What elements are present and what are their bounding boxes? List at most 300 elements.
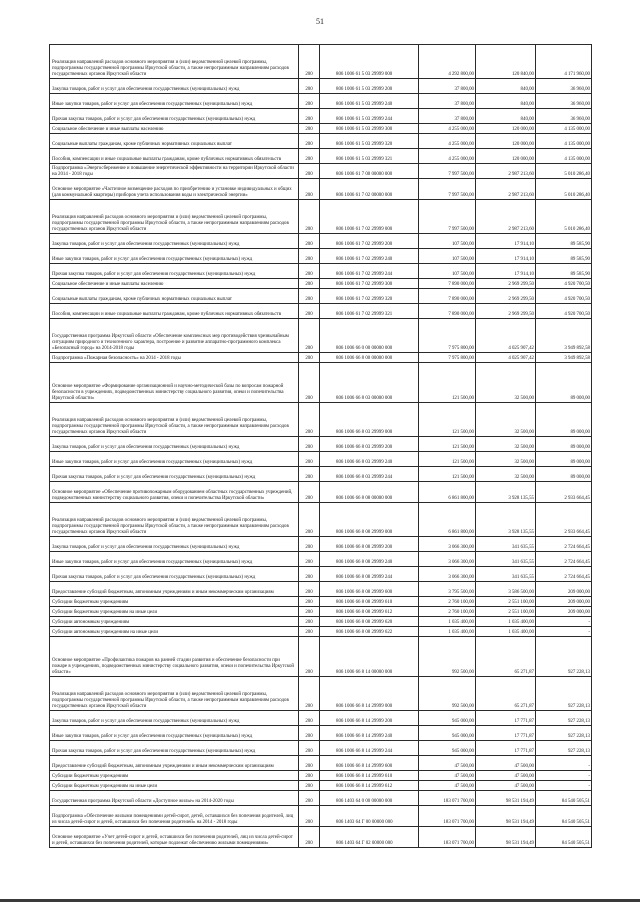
table-row xyxy=(50,677,592,711)
row-budget-classification-code: 806 1006 61 5 03 29999 300 xyxy=(320,124,419,134)
row-unexecuted-amount: 89 000,00 xyxy=(536,467,592,482)
row-approved-amount: 992 500,00 xyxy=(419,637,476,677)
table-row xyxy=(50,552,592,567)
row-budget-classification-code: 806 1006 61 5 03 29999 320 xyxy=(320,134,419,149)
row-executed-amount: 3 928 135,55 xyxy=(476,482,536,503)
row-approved-amount: 47 500,00 xyxy=(419,771,476,781)
row-description: Закупка товаров, работ и услуг для обеспечения государственных (муниципальных) нужд xyxy=(50,79,299,94)
row-executed-amount: 98 531 194,49 xyxy=(476,827,536,848)
row-unexecuted-amount: 89 585,90 xyxy=(536,249,592,264)
row-code: 200 xyxy=(299,726,320,741)
row-code: 200 xyxy=(299,756,320,771)
row-unexecuted-amount: 927 228,13 xyxy=(536,741,592,756)
table-row xyxy=(50,403,592,437)
table-row xyxy=(50,109,592,124)
row-executed-amount: 2 969 299,50 xyxy=(476,279,536,289)
table-row xyxy=(50,617,592,627)
row-code: 200 xyxy=(299,124,320,134)
row-approved-amount: 7 997 500,00 xyxy=(419,200,476,234)
row-code: 200 xyxy=(299,437,320,452)
row-unexecuted-amount: - xyxy=(536,627,592,637)
row-approved-amount: 945 000,00 xyxy=(419,726,476,741)
row-unexecuted-amount: 209 000,00 xyxy=(536,607,592,617)
table-row xyxy=(50,304,592,319)
row-executed-amount: 120 840,00 xyxy=(476,45,536,79)
row-budget-classification-code: 806 1006 66 8 08 29999 622 xyxy=(320,627,419,637)
row-unexecuted-amount: - xyxy=(536,771,592,781)
row-budget-classification-code: 806 1006 66 8 08 29999 200 xyxy=(320,537,419,552)
row-approved-amount: 47 500,00 xyxy=(419,756,476,771)
table-row xyxy=(50,597,592,607)
row-budget-classification-code: 806 1006 66 8 03 00000 000 xyxy=(320,363,419,403)
row-budget-classification-code: 806 1006 66 8 08 00000 000 xyxy=(320,482,419,503)
row-description: Реализация направлений расходов основного мероприятия и (или) ведомственной целевой программы, подпрограммы государственной программы Иркутской области, а также непрограммным направлениям расходов государственных органов Иркутской области xyxy=(50,200,299,234)
row-executed-amount: 32 500,00 xyxy=(476,467,536,482)
row-executed-amount: 1 035 400,00 xyxy=(476,627,536,637)
row-description: Прочая закупка товаров, работ и услуг для обеспечения государственных (муниципальных) нужд xyxy=(50,264,299,279)
row-unexecuted-amount: - xyxy=(536,781,592,791)
row-unexecuted-amount: 89 000,00 xyxy=(536,437,592,452)
row-budget-classification-code: 806 1006 66 8 03 29999 200 xyxy=(320,437,419,452)
row-executed-amount: 32 500,00 xyxy=(476,403,536,437)
row-code: 200 xyxy=(299,164,320,179)
row-executed-amount: 4 025 907,42 xyxy=(476,353,536,363)
row-executed-amount: 65 271,87 xyxy=(476,677,536,711)
row-unexecuted-amount: 89 585,90 xyxy=(536,264,592,279)
row-approved-amount: 945 000,00 xyxy=(419,711,476,726)
row-budget-classification-code: 806 1006 66 8 08 29999 612 xyxy=(320,607,419,617)
budget-execution-table xyxy=(49,44,592,848)
row-code: 200 xyxy=(299,134,320,149)
table-row xyxy=(50,503,592,537)
row-code: 200 xyxy=(299,353,320,363)
row-executed-amount: 341 635,55 xyxy=(476,552,536,567)
row-approved-amount: 2 760 100,00 xyxy=(419,597,476,607)
row-unexecuted-amount: 4 171 960,00 xyxy=(536,45,592,79)
row-approved-amount: 6 861 800,00 xyxy=(419,482,476,503)
row-executed-amount: 120 000,00 xyxy=(476,134,536,149)
row-description: Реализация направлений расходов основного мероприятия и (или) ведомственной целевой программы, подпрограммы государственной программы Иркутской области, а также непрограммным направлениям расходов государственных органов Иркутской области xyxy=(50,677,299,711)
row-code: 200 xyxy=(299,537,320,552)
row-executed-amount: 17 914,10 xyxy=(476,234,536,249)
table-row xyxy=(50,200,592,234)
row-code: 200 xyxy=(299,179,320,200)
table-row xyxy=(50,537,592,552)
row-approved-amount: 121 500,00 xyxy=(419,452,476,467)
row-description: Иные закупки товаров, работ и услуг для обеспечения государственных (муниципальных) нужд xyxy=(50,726,299,741)
row-approved-amount: 945 000,00 xyxy=(419,741,476,756)
row-approved-amount: 121 500,00 xyxy=(419,437,476,452)
row-unexecuted-amount: 5 010 286,40 xyxy=(536,164,592,179)
row-description: Пособия, компенсации и иные социальные выплаты гражданам, кроме публичных нормативных обязательств xyxy=(50,304,299,319)
row-budget-classification-code: 806 1006 61 5 03 29999 321 xyxy=(320,149,419,164)
row-approved-amount: 121 500,00 xyxy=(419,467,476,482)
row-description: Основное мероприятие «Учет детей-сирот и детей, оставшихся без попечения родителей, лиц из числа детей-сирот и детей, оставшихся без попечения родителей, которые подлежат обеспечению жилыми помещениями» xyxy=(50,827,299,848)
row-approved-amount: 1 035 400,00 xyxy=(419,617,476,627)
row-unexecuted-amount: 5 010 286,40 xyxy=(536,179,592,200)
row-approved-amount: 183 071 700,00 xyxy=(419,827,476,848)
row-unexecuted-amount: 4 135 000,00 xyxy=(536,134,592,149)
row-description: Субсидии бюджетным учреждениям xyxy=(50,771,299,781)
row-budget-classification-code: 806 1006 66 8 14 29999 244 xyxy=(320,741,419,756)
row-code: 200 xyxy=(299,304,320,319)
table-row xyxy=(50,627,592,637)
row-approved-amount: 121 500,00 xyxy=(419,403,476,437)
row-description: Основное мероприятие «Частичное возмещение расходов по приобретению и установке индивидуальных и общих (для коммунальной квартиры) приборов учета использования воды и электрической энергии» xyxy=(50,179,299,200)
row-budget-classification-code: 806 1006 66 8 00 00000 000 xyxy=(320,353,419,363)
row-approved-amount: 6 861 800,00 xyxy=(419,503,476,537)
row-unexecuted-amount: 4 920 700,50 xyxy=(536,289,592,304)
row-description: Субсидии бюджетным учреждениям на иные цели xyxy=(50,781,299,791)
row-budget-classification-code: 806 1006 66 8 14 29999 610 xyxy=(320,771,419,781)
table-row xyxy=(50,264,592,279)
table-row xyxy=(50,781,592,791)
row-approved-amount: 37 800,00 xyxy=(419,94,476,109)
row-approved-amount: 4 255 000,00 xyxy=(419,149,476,164)
row-approved-amount: 183 071 700,00 xyxy=(419,806,476,827)
row-budget-classification-code: 806 1006 66 8 08 29999 244 xyxy=(320,567,419,582)
row-unexecuted-amount: 84 540 505,51 xyxy=(536,791,592,806)
row-description: Государственная программа Иркутской области «Доступное жилье» на 2014-2020 годы xyxy=(50,791,299,806)
row-approved-amount: 992 500,00 xyxy=(419,677,476,711)
row-code: 200 xyxy=(299,279,320,289)
table-row xyxy=(50,452,592,467)
row-approved-amount: 107 500,00 xyxy=(419,249,476,264)
table-row xyxy=(50,741,592,756)
row-unexecuted-amount: 2 724 664,45 xyxy=(536,537,592,552)
row-executed-amount: 4 025 907,42 xyxy=(476,319,536,353)
row-unexecuted-amount: 4 135 000,00 xyxy=(536,124,592,134)
row-code: 200 xyxy=(299,791,320,806)
row-unexecuted-amount: 89 585,90 xyxy=(536,234,592,249)
row-budget-classification-code: 806 1403 64 0 00 00000 000 xyxy=(320,791,419,806)
row-code: 200 xyxy=(299,264,320,279)
row-description: Подпрограмма «Энергосбережение и повышение энергетической эффективности на территории Иркутской области на 2014 - 2018 годы xyxy=(50,164,299,179)
row-budget-classification-code: 806 1006 61 7 02 29999 200 xyxy=(320,234,419,249)
row-code: 200 xyxy=(299,363,320,403)
row-unexecuted-amount: 2 724 664,45 xyxy=(536,552,592,567)
row-executed-amount: 2 987 213,60 xyxy=(476,164,536,179)
table-row xyxy=(50,179,592,200)
row-executed-amount: 2 969 299,50 xyxy=(476,304,536,319)
table-row xyxy=(50,771,592,781)
row-approved-amount: 4 255 000,00 xyxy=(419,134,476,149)
row-executed-amount: 2 551 100,00 xyxy=(476,607,536,617)
row-executed-amount: 3 586 500,00 xyxy=(476,582,536,597)
row-unexecuted-amount: 3 949 892,58 xyxy=(536,319,592,353)
row-unexecuted-amount: 3 949 892,58 xyxy=(536,353,592,363)
row-description: Субсидии бюджетным учреждениям на иные цели xyxy=(50,607,299,617)
row-budget-classification-code: 806 1006 66 8 08 29999 610 xyxy=(320,597,419,607)
row-description: Государственная программа Иркутской области «Обеспечение комплексных мер противодействия чрезвычайным ситуациям природного и техногенного характера, построение и развитие аппаратно-программного комплекса «Безопасный город» на 2014-2018 годы xyxy=(50,319,299,353)
row-code: 200 xyxy=(299,79,320,94)
row-budget-classification-code: 806 1006 61 7 02 29999 240 xyxy=(320,249,419,264)
row-code: 200 xyxy=(299,637,320,677)
row-code: 200 xyxy=(299,607,320,617)
row-executed-amount: 32 500,00 xyxy=(476,452,536,467)
table-row xyxy=(50,756,592,771)
row-unexecuted-amount: 36 960,00 xyxy=(536,79,592,94)
row-budget-classification-code: 806 1006 66 8 03 29999 244 xyxy=(320,467,419,482)
row-description: Социальное обеспечение и иные выплаты населению xyxy=(50,279,299,289)
table-row xyxy=(50,289,592,304)
row-executed-amount: 1 035 400,00 xyxy=(476,617,536,627)
table-row xyxy=(50,827,592,848)
row-executed-amount: 2 987 213,60 xyxy=(476,179,536,200)
row-approved-amount: 2 760 100,00 xyxy=(419,607,476,617)
row-code: 200 xyxy=(299,827,320,848)
row-unexecuted-amount: - xyxy=(536,617,592,627)
row-budget-classification-code: 806 1006 66 8 03 29999 000 xyxy=(320,403,419,437)
row-code: 200 xyxy=(299,109,320,124)
row-budget-classification-code: 806 1006 66 8 14 00000 000 xyxy=(320,637,419,677)
row-budget-classification-code: 806 1006 61 5 03 29999 244 xyxy=(320,109,419,124)
row-description: Предоставление субсидий бюджетным, автономным учреждениям и иным некоммерческим организациям xyxy=(50,756,299,771)
row-budget-classification-code: 806 1006 61 7 02 29999 000 xyxy=(320,200,419,234)
row-code: 200 xyxy=(299,597,320,607)
table-row xyxy=(50,582,592,597)
row-unexecuted-amount: 2 724 664,45 xyxy=(536,567,592,582)
table-row xyxy=(50,79,592,94)
row-executed-amount: 47 500,00 xyxy=(476,781,536,791)
row-description: Социальное обеспечение и иные выплаты населению xyxy=(50,124,299,134)
row-approved-amount: 121 500,00 xyxy=(419,363,476,403)
row-code: 200 xyxy=(299,452,320,467)
table-body xyxy=(50,45,592,848)
row-unexecuted-amount: - xyxy=(536,756,592,771)
table-row xyxy=(50,637,592,677)
row-unexecuted-amount: 209 000,00 xyxy=(536,597,592,607)
row-budget-classification-code: 806 1403 64 Г 00 00000 000 xyxy=(320,806,419,827)
row-description: Социальные выплаты гражданам, кроме публичных нормативных социальных выплат xyxy=(50,134,299,149)
row-description: Социальные выплаты гражданам, кроме публичных нормативных социальных выплат xyxy=(50,289,299,304)
row-budget-classification-code: 806 1006 66 8 14 29999 612 xyxy=(320,781,419,791)
row-description: Прочая закупка товаров, работ и услуг для обеспечения государственных (муниципальных) нужд xyxy=(50,567,299,582)
row-approved-amount: 3 066 300,00 xyxy=(419,537,476,552)
table-row xyxy=(50,94,592,109)
row-unexecuted-amount: 927 228,13 xyxy=(536,726,592,741)
row-code: 200 xyxy=(299,149,320,164)
row-code: 200 xyxy=(299,677,320,711)
row-description: Основное мероприятие «Обеспечение противопожарным оборудованием областных государственных учреждений, подведомственных министерству социального развития, опеки и попечительства Иркутской области» xyxy=(50,482,299,503)
row-description: Закупка товаров, работ и услуг для обеспечения государственных (муниципальных) нужд xyxy=(50,711,299,726)
row-executed-amount: 840,00 xyxy=(476,109,536,124)
row-budget-classification-code: 806 1006 61 7 02 00000 000 xyxy=(320,179,419,200)
row-code: 200 xyxy=(299,741,320,756)
row-executed-amount: 17 771,87 xyxy=(476,711,536,726)
row-unexecuted-amount: 927 228,13 xyxy=(536,711,592,726)
table-row xyxy=(50,726,592,741)
row-unexecuted-amount: 36 960,00 xyxy=(536,109,592,124)
row-code: 200 xyxy=(299,319,320,353)
row-unexecuted-amount: 927 228,13 xyxy=(536,677,592,711)
row-code: 200 xyxy=(299,289,320,304)
row-approved-amount: 183 071 700,00 xyxy=(419,791,476,806)
row-executed-amount: 98 531 194,49 xyxy=(476,806,536,827)
row-description: Реализация направлений расходов основного мероприятия и (или) ведомственной целевой программы, подпрограммы государственной программы Иркутской области, а также непрограммным направлениям расходов государственных органов Иркутской области xyxy=(50,403,299,437)
row-unexecuted-amount: 36 960,00 xyxy=(536,94,592,109)
row-budget-classification-code: 806 1006 61 7 02 29999 244 xyxy=(320,264,419,279)
row-description: Закупка товаров, работ и услуг для обеспечения государственных (муниципальных) нужд xyxy=(50,537,299,552)
row-code: 200 xyxy=(299,806,320,827)
row-approved-amount: 4 255 000,00 xyxy=(419,124,476,134)
row-unexecuted-amount: 89 000,00 xyxy=(536,363,592,403)
row-executed-amount: 32 500,00 xyxy=(476,363,536,403)
row-budget-classification-code: 806 1006 61 7 00 00000 000 xyxy=(320,164,419,179)
table-row xyxy=(50,482,592,503)
row-executed-amount: 2 551 100,00 xyxy=(476,597,536,607)
row-code: 200 xyxy=(299,249,320,264)
row-unexecuted-amount: 84 540 505,51 xyxy=(536,806,592,827)
row-executed-amount: 120 000,00 xyxy=(476,124,536,134)
row-approved-amount: 47 500,00 xyxy=(419,781,476,791)
table-row xyxy=(50,134,592,149)
row-description: Прочая закупка товаров, работ и услуг для обеспечения государственных (муниципальных) нужд xyxy=(50,467,299,482)
row-executed-amount: 17 914,10 xyxy=(476,249,536,264)
row-unexecuted-amount: 927 228,13 xyxy=(536,637,592,677)
row-executed-amount: 17 771,87 xyxy=(476,726,536,741)
row-approved-amount: 7 890 000,00 xyxy=(419,289,476,304)
row-description: Иные закупки товаров, работ и услуг для обеспечения государственных (муниципальных) нужд xyxy=(50,94,299,109)
row-description: Закупка товаров, работ и услуг для обеспечения государственных (муниципальных) нужд xyxy=(50,234,299,249)
row-executed-amount: 17 771,87 xyxy=(476,741,536,756)
row-approved-amount: 7 975 800,00 xyxy=(419,353,476,363)
row-description: Иные закупки товаров, работ и услуг для обеспечения государственных (муниципальных) нужд xyxy=(50,249,299,264)
table-row xyxy=(50,279,592,289)
row-unexecuted-amount: 2 933 664,45 xyxy=(536,503,592,537)
table-row xyxy=(50,607,592,617)
row-budget-classification-code: 806 1006 66 8 03 29999 240 xyxy=(320,452,419,467)
row-code: 200 xyxy=(299,482,320,503)
row-budget-classification-code: 806 1006 66 8 14 29999 000 xyxy=(320,677,419,711)
row-description: Основное мероприятие «Профилактика пожаров на ранней стадии развития и обеспечение безопасности при пожаре в учреждениях, подведомственных министерству социального развития, опеки и попечительства Иркутской области» xyxy=(50,637,299,677)
row-budget-classification-code: 806 1006 61 7 02 29999 321 xyxy=(320,304,419,319)
row-unexecuted-amount: 4 135 000,00 xyxy=(536,149,592,164)
row-approved-amount: 37 800,00 xyxy=(419,79,476,94)
row-executed-amount: 120 000,00 xyxy=(476,149,536,164)
row-executed-amount: 2 969 299,50 xyxy=(476,289,536,304)
row-description: Реализация направлений расходов основного мероприятия и (или) ведомственной целевой программы, подпрограммы государственной программы Иркутской области, а также непрограммным направлениям расходов государственных органов Иркутской области xyxy=(50,503,299,537)
row-budget-classification-code: 806 1006 66 8 14 29999 600 xyxy=(320,756,419,771)
bottom-border-line xyxy=(0,899,640,902)
row-unexecuted-amount: 4 920 700,50 xyxy=(536,279,592,289)
row-executed-amount: 341 635,55 xyxy=(476,537,536,552)
table-row xyxy=(50,711,592,726)
table-row xyxy=(50,45,592,79)
row-unexecuted-amount: 84 540 505,51 xyxy=(536,827,592,848)
row-executed-amount: 65 271,87 xyxy=(476,637,536,677)
row-unexecuted-amount: 5 010 286,40 xyxy=(536,200,592,234)
row-code: 200 xyxy=(299,94,320,109)
row-approved-amount: 1 035 400,00 xyxy=(419,627,476,637)
row-description: Прочая закупка товаров, работ и услуг для обеспечения государственных (муниципальных) нужд xyxy=(50,741,299,756)
row-description: Прочая закупка товаров, работ и услуг для обеспечения государственных (муниципальных) нужд xyxy=(50,109,299,124)
page-number: 51 xyxy=(316,17,324,26)
row-approved-amount: 7 997 500,00 xyxy=(419,164,476,179)
row-unexecuted-amount: 89 000,00 xyxy=(536,403,592,437)
row-description: Иные закупки товаров, работ и услуг для обеспечения государственных (муниципальных) нужд xyxy=(50,552,299,567)
row-executed-amount: 3 928 135,55 xyxy=(476,503,536,537)
table-row xyxy=(50,791,592,806)
row-code: 200 xyxy=(299,627,320,637)
row-executed-amount: 47 500,00 xyxy=(476,756,536,771)
table-row xyxy=(50,806,592,827)
row-executed-amount: 840,00 xyxy=(476,79,536,94)
row-description: Иные закупки товаров, работ и услуг для обеспечения государственных (муниципальных) нужд xyxy=(50,452,299,467)
table-row xyxy=(50,363,592,403)
row-budget-classification-code: 806 1006 61 7 02 29999 300 xyxy=(320,279,419,289)
row-budget-classification-code: 806 1006 61 5 03 29999 240 xyxy=(320,94,419,109)
row-executed-amount: 840,00 xyxy=(476,94,536,109)
row-code: 200 xyxy=(299,582,320,597)
row-code: 200 xyxy=(299,45,320,79)
row-approved-amount: 7 975 800,00 xyxy=(419,319,476,353)
row-unexecuted-amount: 209 000,00 xyxy=(536,582,592,597)
row-description: Закупка товаров, работ и услуг для обеспечения государственных (муниципальных) нужд xyxy=(50,437,299,452)
row-approved-amount: 107 500,00 xyxy=(419,264,476,279)
row-code: 200 xyxy=(299,503,320,537)
row-approved-amount: 37 800,00 xyxy=(419,109,476,124)
table-row xyxy=(50,319,592,353)
row-budget-classification-code: 806 1006 61 7 02 29999 320 xyxy=(320,289,419,304)
row-budget-classification-code: 806 1006 66 8 08 29999 000 xyxy=(320,503,419,537)
row-approved-amount: 3 066 300,00 xyxy=(419,552,476,567)
row-approved-amount: 107 500,00 xyxy=(419,234,476,249)
row-approved-amount: 7 997 500,00 xyxy=(419,179,476,200)
row-unexecuted-amount: 4 920 700,50 xyxy=(536,304,592,319)
row-approved-amount: 7 890 000,00 xyxy=(419,304,476,319)
row-code: 200 xyxy=(299,711,320,726)
row-description: Предоставление субсидий бюджетным, автономным учреждениям и иным некоммерческим организациям xyxy=(50,582,299,597)
row-budget-classification-code: 806 1006 66 8 08 29999 240 xyxy=(320,552,419,567)
row-unexecuted-amount: 2 933 664,45 xyxy=(536,482,592,503)
row-description: Субсидии автономным учреждениям xyxy=(50,617,299,627)
row-code: 200 xyxy=(299,234,320,249)
row-budget-classification-code: 806 1403 64 Г 02 00000 000 xyxy=(320,827,419,848)
row-description: Подпрограмма «Обеспечение жилыми помещениями детей-сирот, детей, оставшихся без попечения родителей, лиц из числа детей-сирот и детей, оставшихся без попечения родителей» на 2014 - 2018 годы xyxy=(50,806,299,827)
row-budget-classification-code: 806 1006 66 8 14 29999 200 xyxy=(320,711,419,726)
row-code: 200 xyxy=(299,567,320,582)
row-code: 200 xyxy=(299,403,320,437)
row-executed-amount: 17 914,10 xyxy=(476,264,536,279)
row-code: 200 xyxy=(299,771,320,781)
table-row xyxy=(50,124,592,134)
table-row xyxy=(50,149,592,164)
row-code: 200 xyxy=(299,467,320,482)
row-executed-amount: 341 635,55 xyxy=(476,567,536,582)
row-budget-classification-code: 806 1006 66 8 08 29999 600 xyxy=(320,582,419,597)
table-row xyxy=(50,164,592,179)
row-approved-amount: 4 292 800,00 xyxy=(419,45,476,79)
table-row xyxy=(50,249,592,264)
row-budget-classification-code: 806 1006 66 8 08 29999 620 xyxy=(320,617,419,627)
row-description: Субсидии автономным учреждениям на иные цели xyxy=(50,627,299,637)
row-executed-amount: 2 987 213,60 xyxy=(476,200,536,234)
row-code: 200 xyxy=(299,781,320,791)
row-code: 200 xyxy=(299,200,320,234)
row-description: Реализация направлений расходов основного мероприятия и (или) ведомственной целевой программы, подпрограммы государственной программы Иркутской области, а также непрограммным направлениям расходов государственных органов Иркутской области xyxy=(50,45,299,79)
row-approved-amount: 3 795 500,00 xyxy=(419,582,476,597)
row-approved-amount: 3 066 300,00 xyxy=(419,567,476,582)
row-executed-amount: 98 531 194,49 xyxy=(476,791,536,806)
table-row xyxy=(50,567,592,582)
row-description: Подпрограмма «Пожарная безопасность» на 2014 - 2018 годы xyxy=(50,353,299,363)
row-executed-amount: 32 500,00 xyxy=(476,437,536,452)
row-code: 200 xyxy=(299,617,320,627)
table-row xyxy=(50,353,592,363)
row-description: Субсидии бюджетным учреждениям xyxy=(50,597,299,607)
row-budget-classification-code: 806 1006 61 5 03 29999 200 xyxy=(320,79,419,94)
